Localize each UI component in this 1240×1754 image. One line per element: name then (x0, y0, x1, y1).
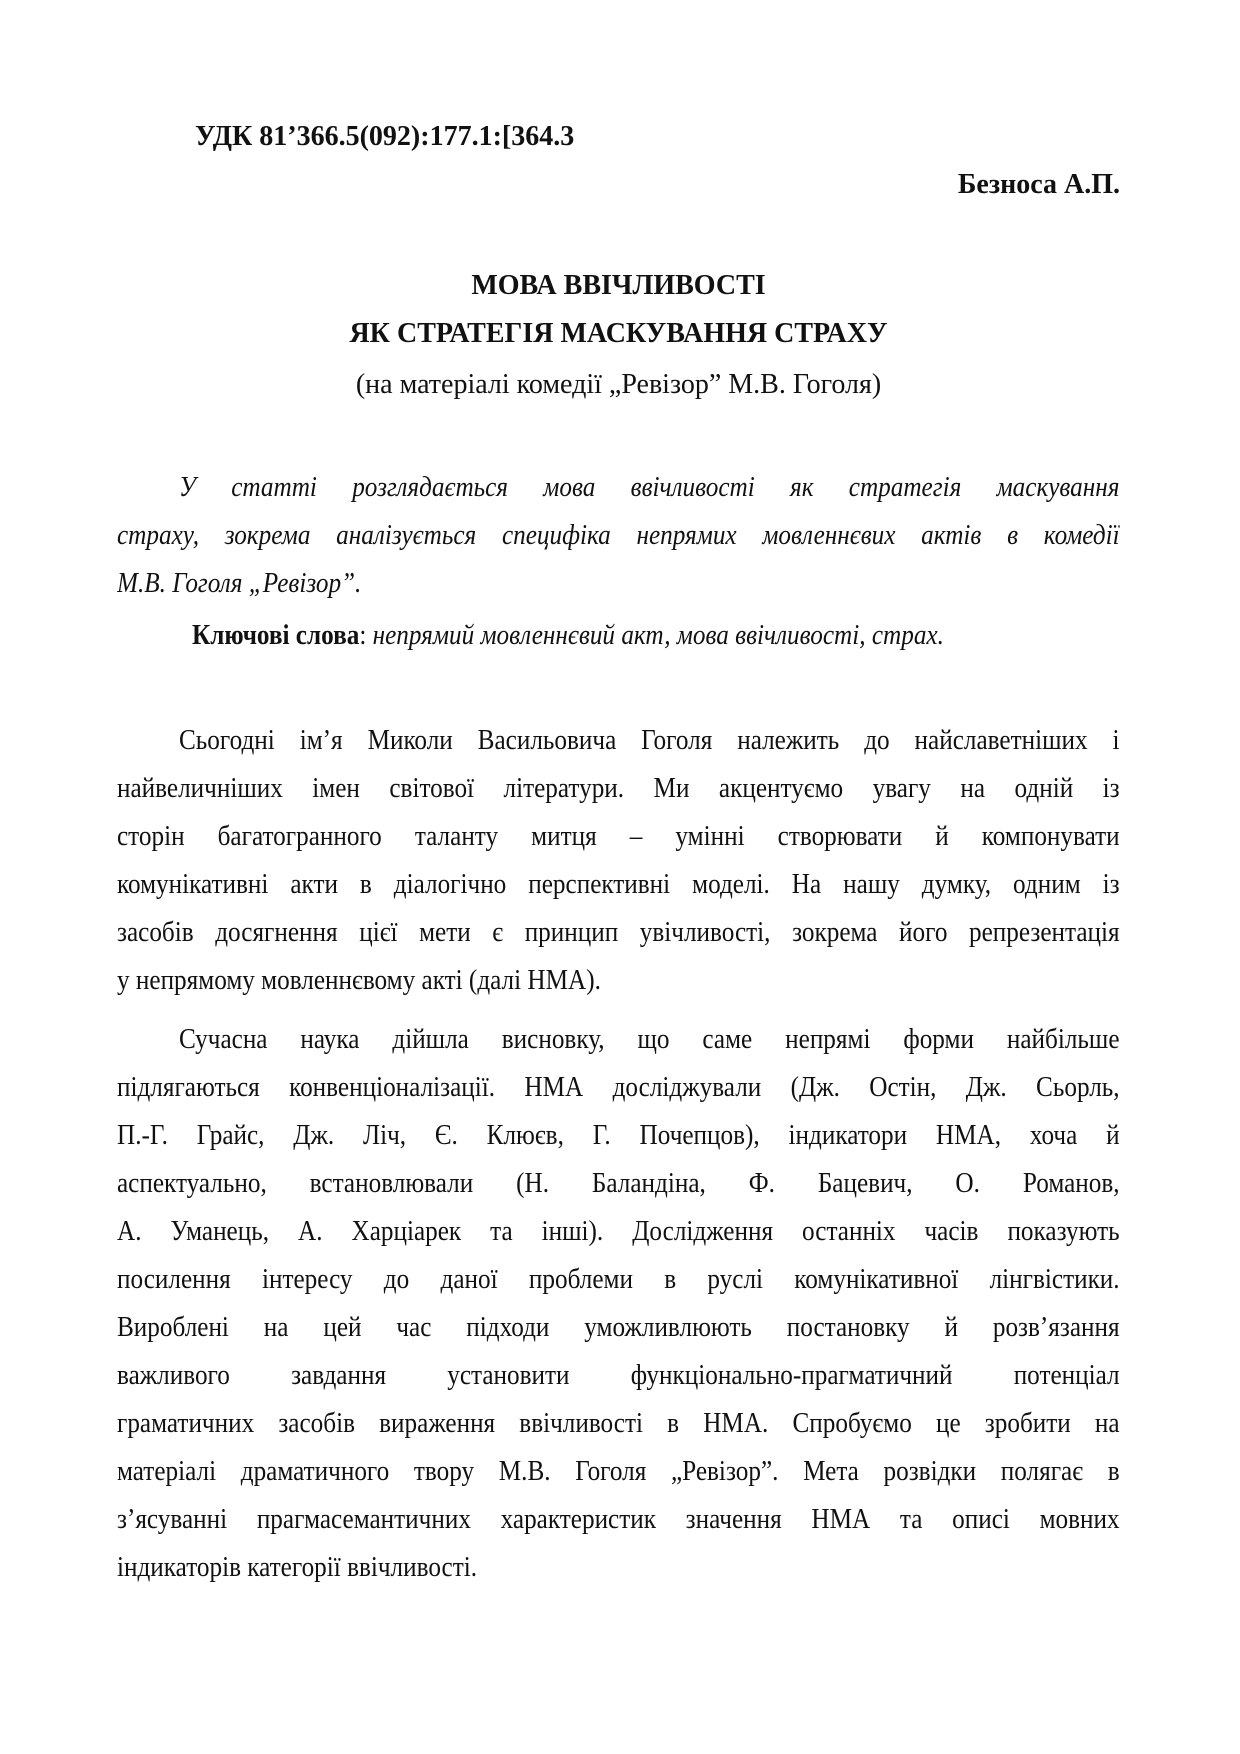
paragraph-1-line: у непрямому мовленнєвому акті (далі НМА). (117, 965, 601, 996)
paragraph-2-line: з’ясуванні прагмасемантичних характеристик значення НМА та описі мовних (117, 1504, 1120, 1535)
paragraph-2-line: Вироблені на цей час підходи уможливлюють постановку й розв’язання (117, 1312, 1120, 1343)
paragraph-2-line: матеріалі драматичного твору М.В. Гоголя „Ревізор”. Мета розвідки полягає в (117, 1456, 1120, 1487)
paragraph-1-line: комунікативні акти в діалогічно перспективні моделі. На нашу думку, одним із (117, 869, 1120, 900)
keywords (192, 612, 944, 660)
keywords-text: непрямий мовленнєвий акт, мова ввічливості, страх. (372, 620, 944, 651)
paragraph-1-line: сторін багатогранного таланту митця – умінні створювати й компонувати (117, 821, 1120, 852)
udk-code: УДК 81’366.5(092):177.1:[364.3 (195, 121, 575, 152)
keywords-label: Ключові слова (192, 620, 360, 651)
abstract-line: М.В. Гоголя „Ревізор”. (117, 568, 362, 599)
abstract-line: У статті розглядається мова ввічливості як стратегія маскування (179, 472, 1120, 503)
paragraph-2-line: граматичних засобів вираження ввічливості в НМА. Спробуємо це зробити на (117, 1408, 1120, 1439)
keywords-separator: : (359, 620, 367, 651)
paragraph-2-line: посилення інтересу до даної проблеми в руслі комунікативної лінгвістики. (117, 1264, 1120, 1295)
paragraph-2-line: А. Уманець, А. Харціарек та інші). Дослідження останніх часів показують (117, 1216, 1120, 1247)
paragraph-2-line: Сучасна наука дійшла висновку, що саме непрямі форми найбільше (179, 1024, 1120, 1055)
subtitle: (на матеріалі комедії „Ревізор” М.В. Гоголя) (355, 369, 882, 400)
paragraph-1-line: Сьогодні ім’я Миколи Васильовича Гоголя належить до найславетніших і (179, 725, 1120, 756)
paragraph-2-line: П.-Г. Грайс, Дж. Ліч, Є. Клюєв, Г. Почепцов), індикатори НМА, хоча й (117, 1120, 1120, 1151)
author-name: Безноса А.П. (957, 169, 1120, 200)
paragraph-2-line: підлягаються конвенціоналізації. НМА досліджували (Дж. Остін, Дж. Сьорль, (117, 1072, 1120, 1103)
paragraph-2-line: важливого завдання установити функціонально-прагматичний потенціал (117, 1360, 1120, 1391)
abstract-line: страху, зокрема аналізується специфіка непрямих мовленнєвих актів в комедії (117, 520, 1120, 551)
paragraph-2-line: аспектуально, встановлювали (Н. Баландіна, Ф. Бацевич, О. Романов, (117, 1168, 1120, 1199)
paragraph-1-line: засобів досягнення цієї мети є принцип увічливості, зокрема його репрезентація (117, 917, 1120, 948)
paragraph-2-line: індикаторів категорії ввічливості. (117, 1552, 478, 1583)
paragraph-1-line: найвеличніших імен світової літератури. Ми акцентуємо увагу на одній із (117, 773, 1120, 804)
title-line-1: МОВА ВВІЧЛИВОСТІ (471, 270, 766, 301)
title-line-2: ЯК СТРАТЕГІЯ МАСКУВАННЯ СТРАХУ (349, 318, 888, 349)
